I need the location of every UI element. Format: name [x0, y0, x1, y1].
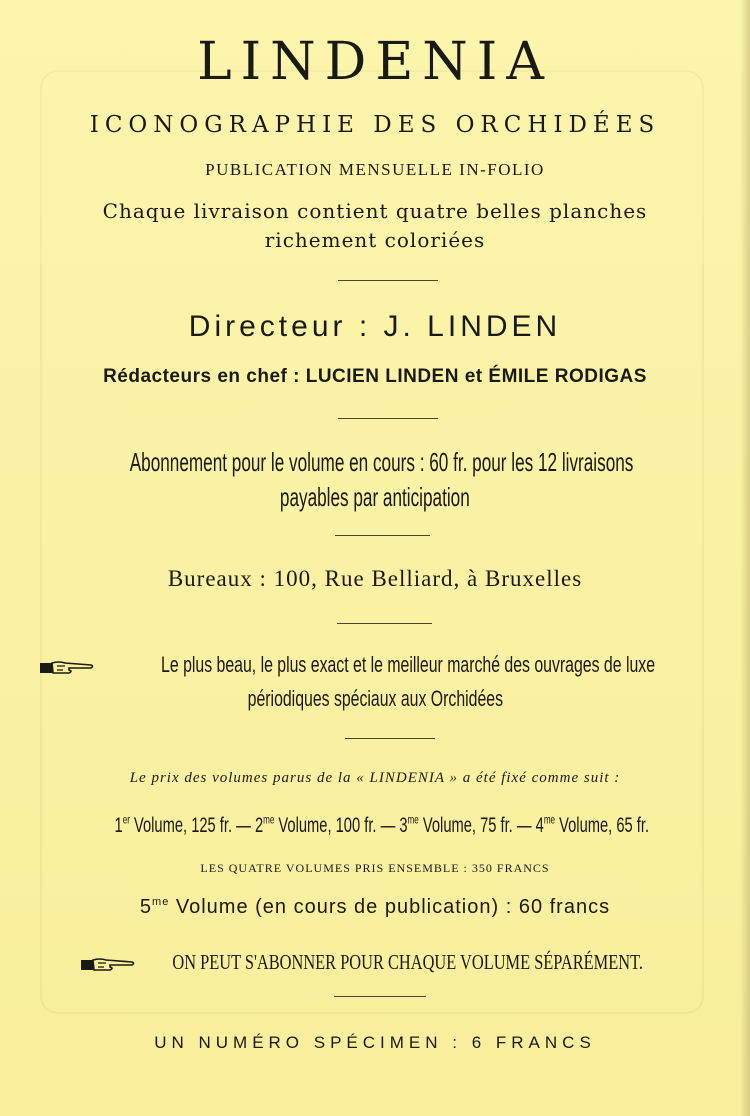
all-volumes-price: LES QUATRE VOLUMES PRIS ENSEMBLE : 350 FRANCS: [200, 861, 550, 875]
title: LINDENIA: [197, 32, 553, 92]
claim-line-1-wrap: [0, 652, 750, 678]
volume-label: Volume, 100 fr.: [274, 814, 377, 837]
volume-price: [536, 814, 649, 837]
description-line-1: Chaque livraison contient quatre belles planches: [102, 199, 648, 223]
current-volume-text: Volume (en cours de publication) : 60 francs: [169, 896, 611, 918]
divider-rule: [337, 623, 432, 624]
volume-price: [115, 814, 233, 837]
volume-prices-row: [115, 814, 649, 838]
separate-subscription-wrap: [0, 950, 750, 975]
divider-rule: [338, 418, 438, 419]
pointing-hand-icon: [80, 956, 136, 974]
prices-intro: Le prix des volumes parus de la « LINDENIA » a été fixé comme suit :: [129, 770, 621, 786]
divider-rule: [338, 280, 438, 281]
subscription-line-2-wrap: [0, 482, 750, 513]
subscription-line-1-wrap: [0, 447, 750, 478]
divider-rule: [345, 738, 435, 739]
volume-separator: —: [232, 814, 255, 837]
volume-ordinal: 3: [399, 814, 408, 837]
offices-address: Bureaux : 100, Rue Belliard, à Bruxelles: [167, 566, 583, 591]
editors: Rédacteurs en chef : LUCIEN LINDEN et ÉMILE RODIGAS: [103, 366, 647, 387]
volume-ordinal-suffix: me: [263, 814, 275, 827]
volume-label: Volume, 75 fr.: [418, 814, 513, 837]
divider-rule: [335, 535, 430, 536]
volume-separator: —: [376, 814, 400, 837]
volume-ordinal-suffix: me: [543, 814, 556, 827]
volume-ordinal: 4: [535, 814, 544, 837]
volume-label: Volume, 65 fr.: [555, 814, 650, 837]
subscription-line-2: payables par anticipation: [280, 482, 470, 512]
volume-prices: [0, 814, 750, 838]
subtitle: ICONOGRAPHIE DES ORCHIDÉES: [89, 112, 661, 138]
current-volume-ordinal: 5: [139, 896, 153, 918]
claim-line-1: Le plus beau, le plus exact et le meilleur marché des ouvrages de luxe: [161, 652, 655, 677]
current-volume-price: [0, 896, 750, 919]
volume-ordinal-suffix: er: [122, 814, 130, 827]
claim-line-2-wrap: [0, 686, 750, 712]
description-line-2: richement coloriées: [264, 228, 486, 252]
separate-subscription: ON PEUT S'ABONNER POUR CHAQUE VOLUME SÉPARÉMENT.: [172, 950, 644, 974]
volume-price: [255, 814, 377, 837]
divider-rule: [334, 996, 426, 997]
volume-ordinal: 2: [254, 814, 264, 837]
claim-line-2: périodiques spéciaux aux Orchidées: [247, 686, 503, 711]
director: Directeur : J. LINDEN: [188, 310, 562, 343]
pointing-hand-icon: [39, 659, 95, 677]
volume-ordinal: 1: [114, 814, 123, 837]
current-volume-suffix: me: [152, 895, 170, 908]
volume-ordinal-suffix: me: [407, 814, 419, 827]
specimen-price: UN NUMÉRO SPÉCIMEN : 6 FRANCS: [154, 1033, 596, 1052]
subscription-line-1: Abonnement pour le volume en cours : 60 fr. pour les 12 livraisons: [129, 447, 634, 477]
publication-frequency: PUBLICATION MENSUELLE IN-FOLIO: [205, 160, 545, 179]
volume-price: [399, 814, 512, 837]
volume-label: Volume, 125 fr.: [129, 814, 233, 837]
volume-separator: —: [512, 814, 536, 837]
